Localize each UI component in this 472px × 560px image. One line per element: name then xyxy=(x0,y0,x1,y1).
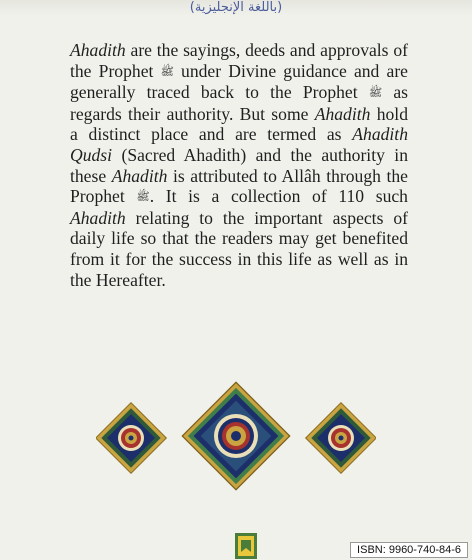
blurb-text-run: is attributed to Allâh through the Prophet xyxy=(70,165,408,207)
isbn-label: ISBN: 9960-740-84-6 xyxy=(350,542,468,558)
ornament-diamond-left xyxy=(96,403,166,474)
italic-term: Ahadith xyxy=(111,165,168,186)
blurb-text-run: under Divine guidance and are generally traced back to the Prophet xyxy=(70,60,408,103)
blurb-text-run: hold a distinct place and are termed as xyxy=(70,103,408,145)
italic-term: Ahadith xyxy=(70,40,126,60)
blurb-paragraph xyxy=(70,40,408,290)
publisher-logo xyxy=(232,532,260,560)
italic-term: Ahadith xyxy=(70,207,126,228)
blurb-text-run: relating to the important aspects of daily life so that the readers may get benefited from it for the success in this life as well as in the Hereafter. xyxy=(70,207,408,290)
blurb-text-run: . It is a collection of 110 such xyxy=(149,186,408,207)
back-cover-blurb xyxy=(70,40,408,290)
arabic-subtitle: (باللغة الإنجليزية) xyxy=(189,0,283,15)
blurb-text-run: are the sayings, deeds and approvals of the Prophet xyxy=(70,40,408,81)
blurb-text-run: as regards their authority. But some xyxy=(70,82,408,124)
italic-term: Ahadith xyxy=(314,103,371,124)
ornament-diamond-right xyxy=(306,403,376,474)
italic-term: Ahadith Qudsi xyxy=(70,124,408,165)
honorific-symbol: ﷺ xyxy=(136,190,150,204)
ornament-group xyxy=(96,378,376,498)
honorific-symbol: ﷺ xyxy=(368,86,383,100)
ornament-diamond-center xyxy=(182,382,289,489)
blurb-text-run: (Sacred Ahadith) and the authority in these xyxy=(70,144,408,186)
honorific-symbol: ﷺ xyxy=(160,64,174,78)
